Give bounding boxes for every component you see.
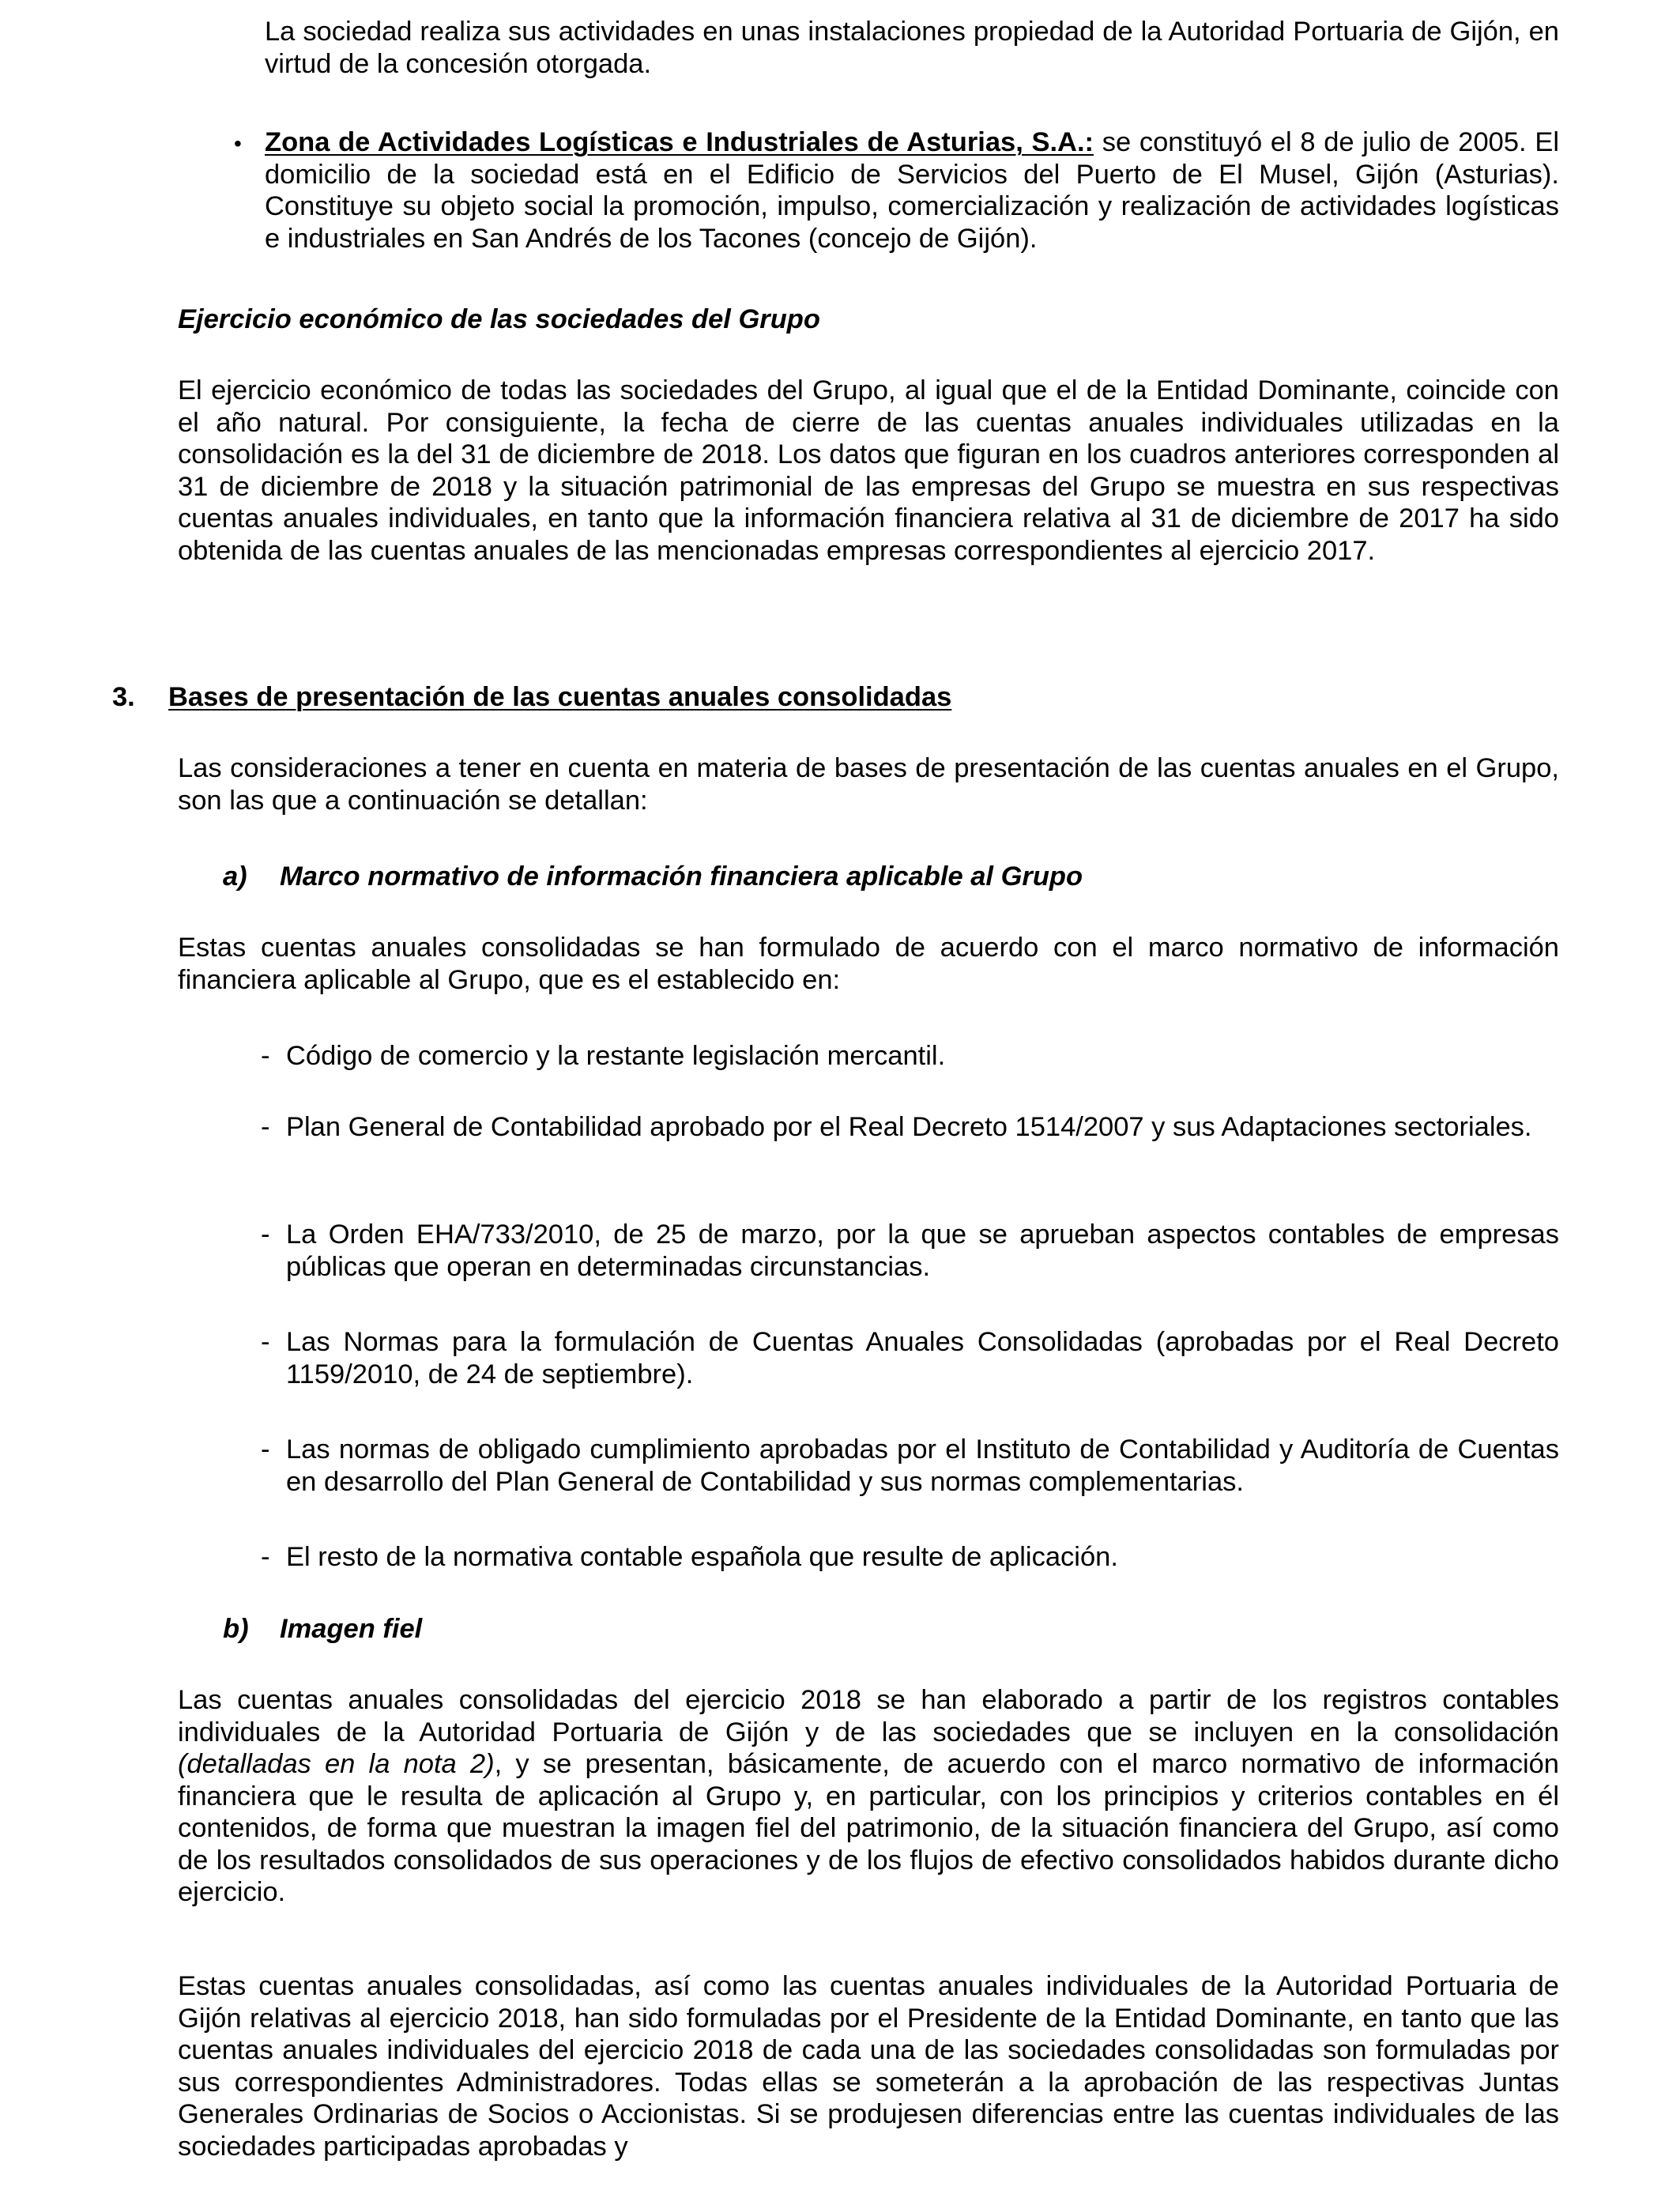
subsection-b-label: b) <box>223 1614 249 1644</box>
bullet-dot: • <box>234 131 242 156</box>
list-item: El resto de la normativa contable española que resulte de aplicación. <box>286 1542 1118 1572</box>
intro-paragraph: La sociedad realiza sus actividades en unas instalaciones propiedad de la Autoridad Portuaria de Gijón, en virtud de la concesión otorgada. <box>265 17 1559 79</box>
company-name: Zona de Actividades Logísticas e Industriales de Asturias, S.A.: <box>265 127 1094 157</box>
list-dash: - <box>261 1434 270 1465</box>
imagen-fiel-text-b: , y se presentan, básicamente, de acuerdo con el marco normativo de información financiera que le resulta de aplicación al Grupo y, en particular, con los principios y criterios contables en él contenidos, de forma que muestran la imagen fiel del patrimonio, de la situación financiera del Grupo, así como de los resultados consolidados de sus operaciones y de los flujos de efectivo consolidados habidos durante dicho ejercicio. <box>178 1749 1559 1907</box>
bullet-item-zalia <box>265 126 1559 254</box>
list-dash: - <box>261 1112 270 1142</box>
section-number: 3. <box>112 682 135 712</box>
imagen-fiel-note-ref: (detalladas en la nota 2) <box>178 1749 495 1779</box>
list-item: Las normas de obligado cumplimiento aprobadas por el Instituto de Contabilidad y Auditoría de Cuentas en desarrollo del Plan General de Contabilidad y sus normas complementarias. <box>286 1434 1559 1497</box>
subsection-a-label: a) <box>223 861 247 892</box>
imagen-fiel-text-a: Las cuentas anuales consolidadas del ejercicio 2018 se han elaborado a partir de los registros contables individuales de la Autoridad Portuaria de Gijón y de las sociedades que se incluyen en la consolidación <box>178 1685 1559 1747</box>
imagen-fiel-paragraph-1 <box>178 1684 1559 1909</box>
list-dash: - <box>261 1327 270 1357</box>
subsection-a-paragraph: Estas cuentas anuales consolidadas se han formulado de acuerdo con el marco normativo de información financiera aplicable al Grupo, que es el establecido en: <box>178 933 1559 995</box>
subsection-b-title: Imagen fiel <box>280 1614 423 1644</box>
company-description: se constituyó el 8 de julio de 2005. El domicilio de la sociedad está en el Edificio de Servicios del Puerto de El Musel, Gijón (Asturias). Constituye su objeto social la promoción, impulso, comercialización y realización de actividades logísticas e industriales en San Andrés de los Tacones (concejo de Gijón). <box>265 127 1559 254</box>
list-item: La Orden EHA/733/2010, de 25 de marzo, por la que se aprueban aspectos contables de empresas públicas que operan en determinadas circunstancias. <box>286 1220 1559 1282</box>
list-dash: - <box>261 1542 270 1572</box>
section-intro: Las consideraciones a tener en cuenta en materia de bases de presentación de las cuentas anuales en el Grupo, son las que a continuación se detallan: <box>178 753 1559 816</box>
list-item: Código de comercio y la restante legislación mercantil. <box>286 1041 946 1071</box>
subsection-a-title: Marco normativo de información financiera aplicable al Grupo <box>280 861 1083 892</box>
ejercicio-heading: Ejercicio económico de las sociedades del Grupo <box>178 304 820 334</box>
list-item: Plan General de Contabilidad aprobado por el Real Decreto 1514/2007 y sus Adaptaciones sectoriales. <box>286 1112 1532 1142</box>
list-item: Las Normas para la formulación de Cuentas Anuales Consolidadas (aprobadas por el Real Decreto 1159/2010, de 24 de septiembre). <box>286 1327 1559 1389</box>
section-title: Bases de presentación de las cuentas anuales consolidadas <box>168 682 952 712</box>
imagen-fiel-paragraph-2: Estas cuentas anuales consolidadas, así como las cuentas anuales individuales de la Autoridad Portuaria de Gijón relativas al ejercicio 2018, han sido formuladas por el Presidente de la Entidad Dominante, en tanto que las cuentas anuales individuales del ejercicio 2018 de cada una de las sociedades consolidadas son formuladas por sus correspondientes Administradores. Todas ellas se someterán a la aprobación de las respectivas Juntas Generales Ordinarias de Socios o Accionistas. Si se produjesen diferencias entre las cuentas individuales de las sociedades participadas aprobadas y <box>178 1971 1559 2162</box>
ejercicio-paragraph: El ejercicio económico de todas las sociedades del Grupo, al igual que el de la Entidad Dominante, coincide con el año natural. Por consiguiente, la fecha de cierre de las cuentas anuales individuales utilizadas en la consolidación es la del 31 de diciembre de 2018. Los datos que figuran en los cuadros anteriores corresponden al 31 de diciembre de 2018 y la situación patrimonial de las empresas del Grupo se muestra en sus respectivas cuentas anuales individuales, en tanto que la información financiera relativa al 31 de diciembre de 2017 ha sido obtenida de las cuentas anuales de las mencionadas empresas correspondientes al ejercicio 2017. <box>178 375 1559 566</box>
list-dash: - <box>261 1041 270 1071</box>
list-dash: - <box>261 1220 270 1250</box>
